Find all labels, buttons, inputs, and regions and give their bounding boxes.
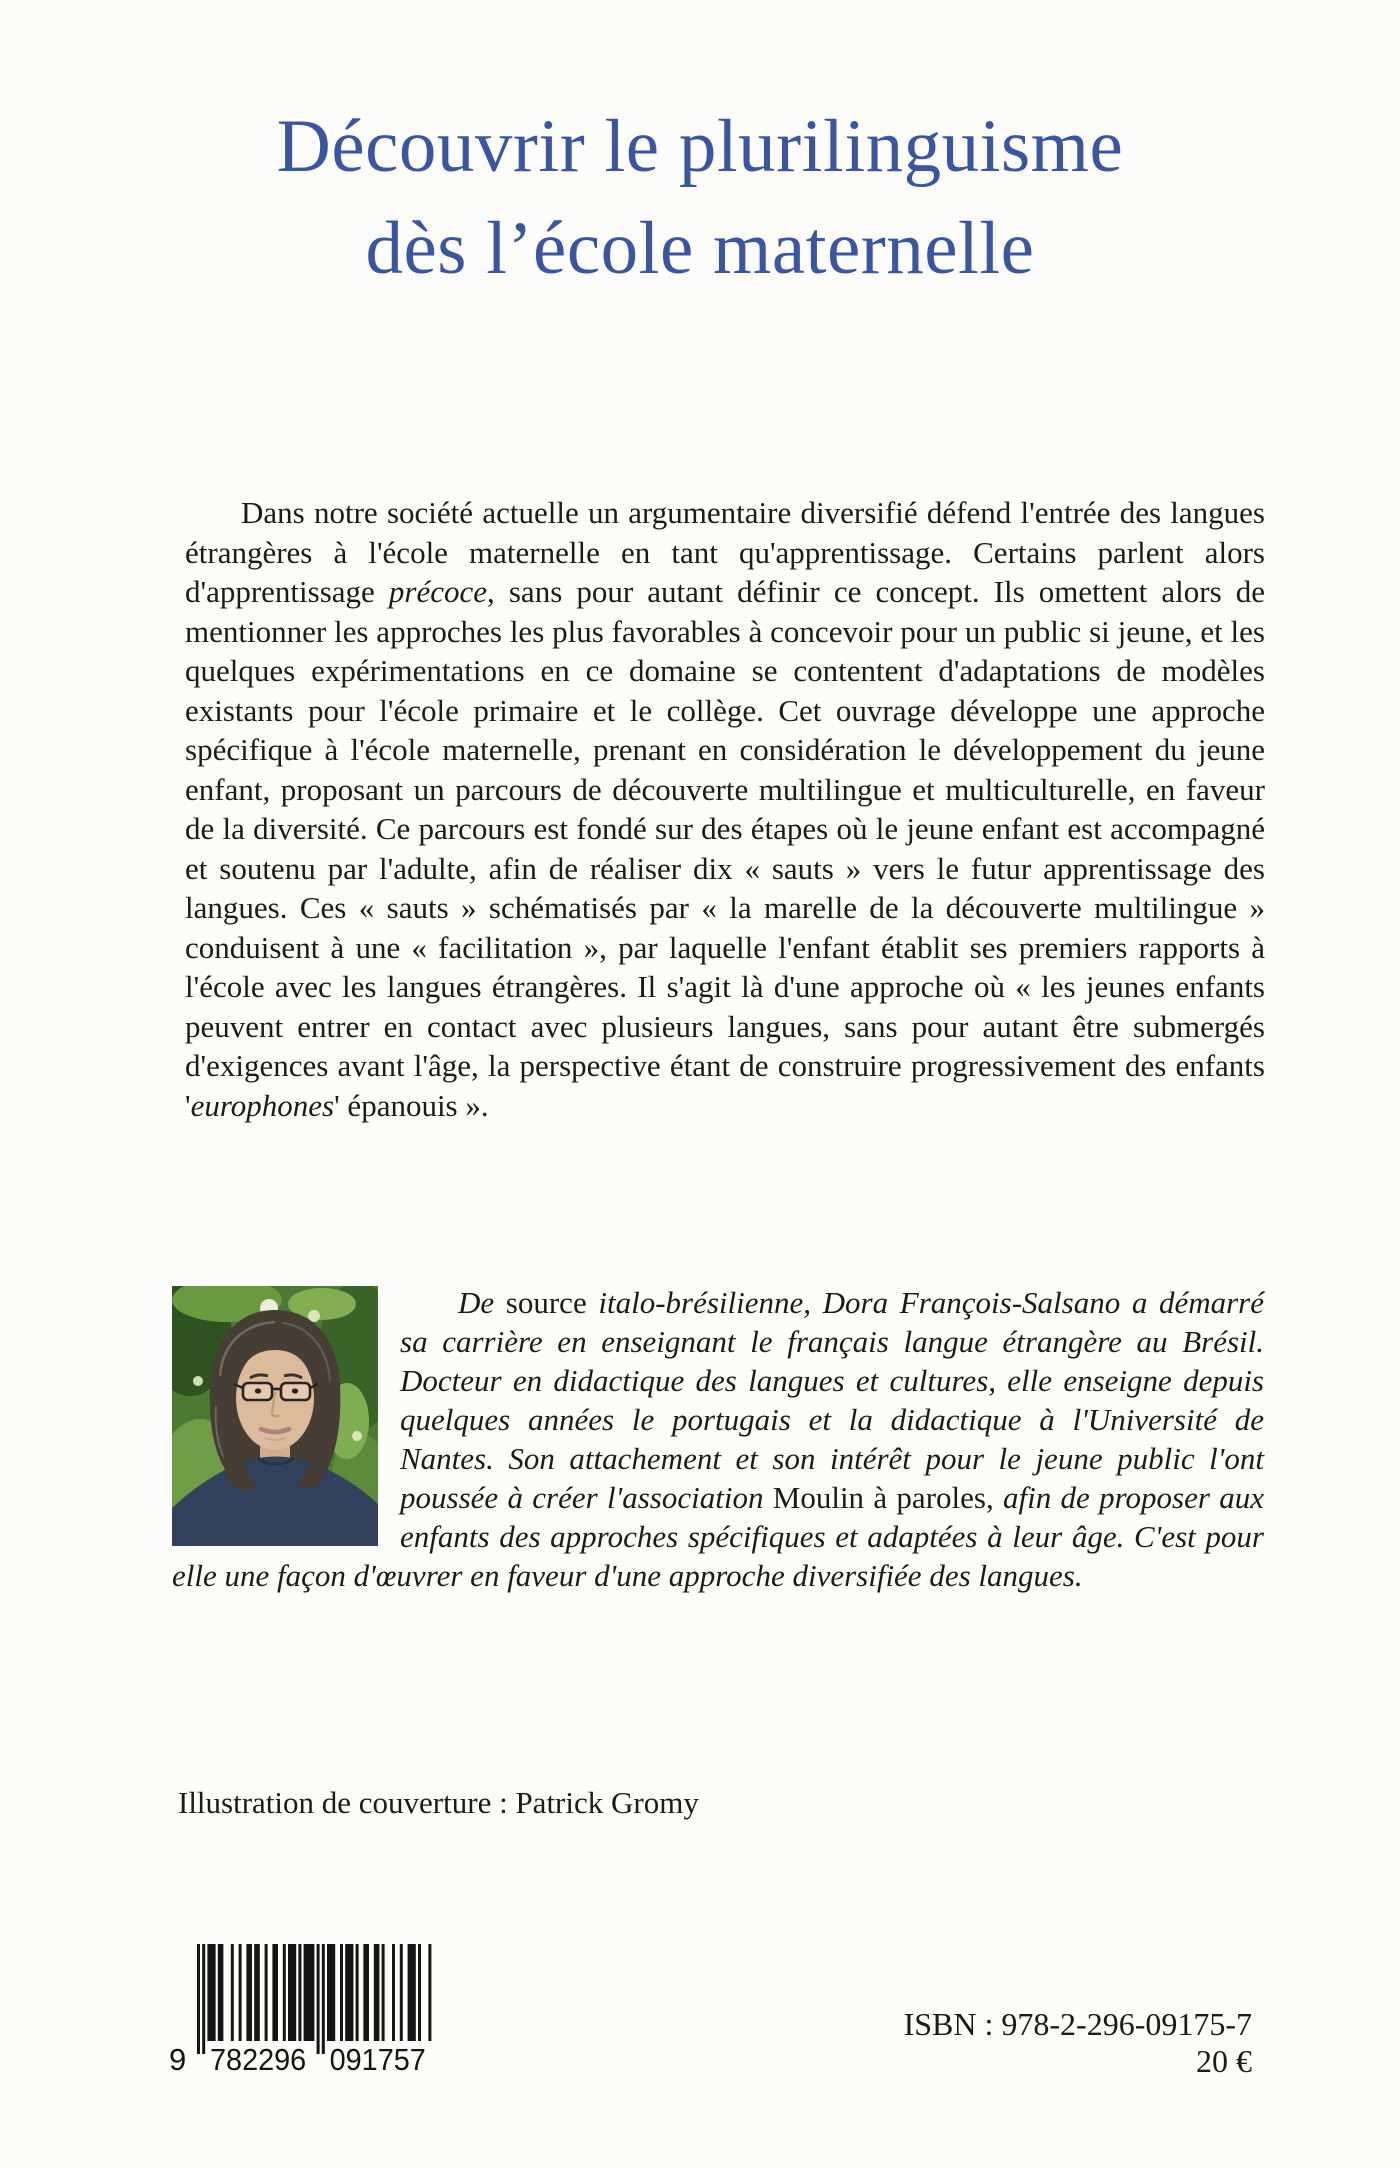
isbn-price-block [904, 2006, 1252, 2080]
isbn-label: ISBN : 978-2-296-09175-7 [903, 2006, 1252, 2042]
page-title [0, 96, 1400, 300]
cover-illustration-credit: Illustration de couverture : Patrick Gromy [178, 1785, 699, 1820]
barcode [163, 1944, 453, 2081]
bio-paragraph: De source italo-brésilienne, Dora François-Salsano a démarré sa carrière en enseignant le français langue étrangère au Brésil. Docteur en didactique des langues et cultures, elle enseigne depuis quelques années le portugais et la didactique à l'Université de Nantes. Son attachement et son intérêt pour le jeune public l'ont poussée à créer l'association Moulin à paroles, afin de proposer aux enfants des approches spécifiques et adaptées à leur âge. C'est pour elle une façon d'œuvrer en faveur d'une approche diversifiée des langues. [172, 1285, 1265, 1593]
barcode-number: 091757 [329, 2042, 426, 2076]
price-label: 20 € [1196, 2043, 1252, 2079]
synopsis-paragraph: Dans notre société actuelle un argumentaire diversifié défend l'entrée des langues étrangères à l'école maternelle en tant qu'apprentissage. Certains parlent alors d'apprentissage précoce, sans pour autant définir ce concept. Ils omettent alors de mentionner les approches les plus favorables à concevoir pour un public si jeune, et les quelques expérimentations en ce domaine se contentent d'adaptations de modèles existants pour l'école primaire et le collège. Cet ouvrage développe une approche spécifique à l'école maternelle, prenant en considération le développement du jeune enfant, proposant un parcours de découverte multilingue et multiculturelle, en faveur de la diversité. Ce parcours est fondé sur des étapes où le jeune enfant est accompagné et soutenu par l'adulte, afin de réaliser dix « sauts » vers le futur apprentissage des langues. Ces « sauts » schématisés par « la marelle de la découverte multilingue » conduisent à une « facilitation », par laquelle l'enfant établit ses premiers rapports à l'école avec les langues étrangères. Il s'agit là d'une approche où « les jeunes enfants peuvent entrer en contact avec plusieurs langues, sans pour autant être submergés d'exigences avant l'âge, la perspective étant de construire progressivement des enfants 'europhones' épanouis ». [185, 495, 1265, 1123]
title-line-1: Découvrir le plurilinguisme [276, 105, 1124, 188]
author-photo [172, 1286, 378, 1546]
ean13-barcode [163, 1944, 453, 2076]
title-line-2: dès l’école maternelle [365, 207, 1035, 290]
barcode-number: 9 [169, 2042, 187, 2076]
author-bio-section [172, 1283, 1264, 1595]
barcode-number: 782296 [210, 2042, 307, 2076]
